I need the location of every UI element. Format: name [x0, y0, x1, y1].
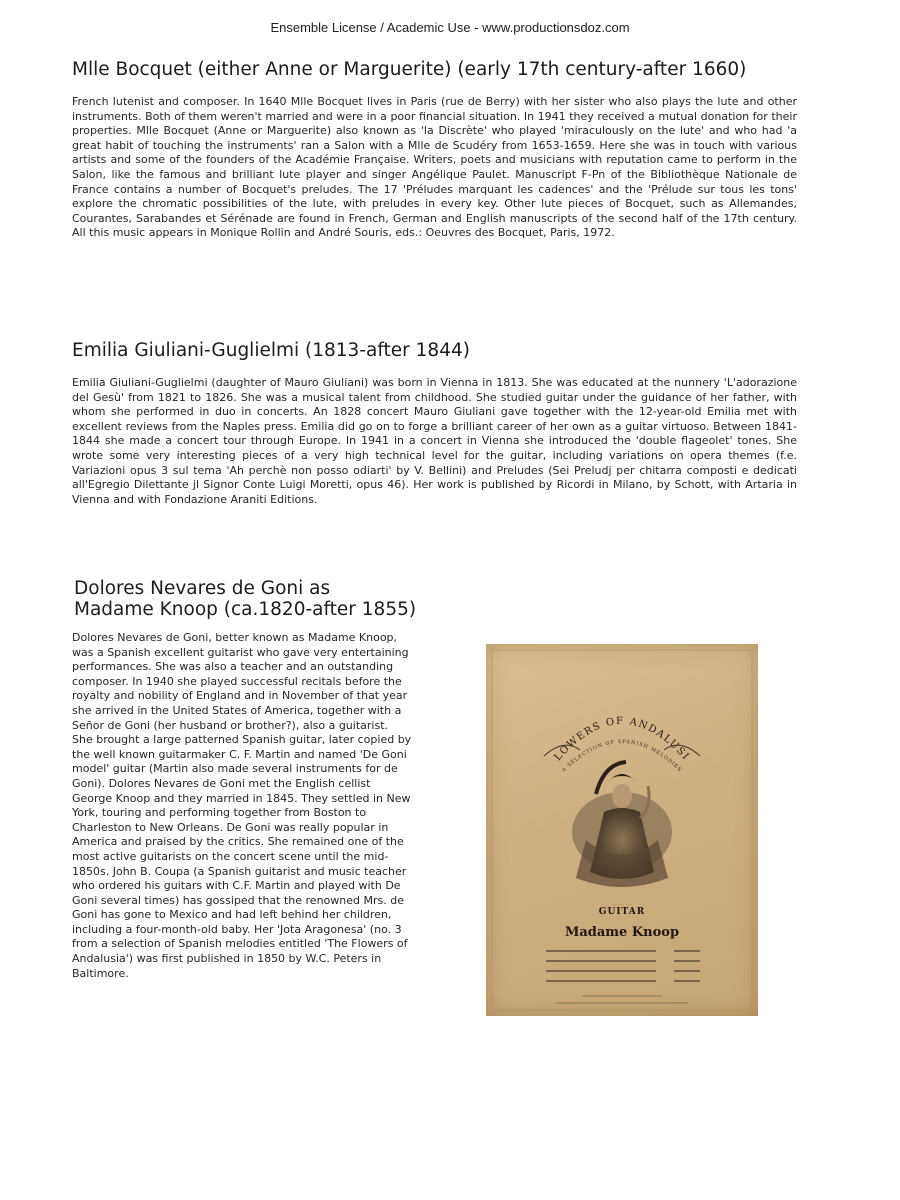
section-title-knoop-line1: Dolores Nevares de Goni as	[74, 578, 331, 599]
section-title-giuliani: Emilia Giuliani-Guglielmi (1813-after 1844)	[72, 340, 470, 361]
section-title-knoop	[74, 578, 434, 620]
cover-contents-list	[546, 951, 700, 981]
page-header: Ensemble License / Academic Use - www.productionsdoz.com	[270, 20, 630, 35]
dancer-figure	[572, 762, 672, 887]
cover-composer-name: Madame Knoop	[564, 925, 680, 940]
sheet-music-cover-image	[486, 644, 758, 1016]
cover-guitar-label: GUITAR	[598, 907, 646, 917]
section-body-knoop: Dolores Nevares de Goni, better known as Madame Knoop, was a Spanish excellent guitarist who gave very entertaining performances. She was also a teacher and an outstanding composer. In 1940 she played successful recitals before the royalty and nobility of England and in November of that year she arrived in the United States of America, together with a Señor de Goni (her husband or brother?), also a guitarist. She brought a large patterned Spanish guitar, later copied by the well known guitarmaker C. F. Martin and named 'De Goni model' guitar (Martin also made several instruments for de Goni). Dolores Nevares de Goni met the English cellist George Knoop and they married in 1845. They settled in New York, touring and performing together from Boston to Charleston to New Orleans. De Goni was really popular in America and praised by the critics. She remained one of the most active guitarists on the concert scene until the mid-1850s. John B. Coupa (a Spanish guitarist and music teacher who ordered his guitars with C.F. Martin and played with De Goni several times) has gossiped that the renowned Mrs. de Goni has gone to Mexico and had left behind her children, including a four-month-old baby. Her 'Jota Aragonesa' (no. 3 from a selection of Spanish melodies entitled 'The Flowers of Andalusia') was first published in 1850 by W.C. Peters in Baltimore.	[72, 631, 412, 980]
cover-arc-title: LOWERS OF ANDALUSI	[552, 715, 692, 764]
section-body-bocquet: French lutenist and composer. In 1640 Mlle Bocquet lives in Paris (rue de Berry) with her sister who also plays the lute and other instruments. Both of them weren't married and were in a poor financial situation. In 1941 they received a mutual donation for their properties. Mlle Bocquet (Anne or Marguerite) also known as 'la Discrète' who played 'miraculously on the lute' and who had 'a great habit of touching the instruments' ran a Salon with a Mlle de Scudéry from 1653-1659. Here she was in touch with various artists and some of the founders of the Académie Française. Writers, poets and musicians with reputation came to perform in the Salon, like the famous and brilliant lute player and singer Angélique Paulet. Manuscript F-Pn of the Bibliothèque Nationale de France contains a number of Bocquet's preludes. The 17 'Préludes marquant les cadences' and the 'Prélude sur tous les tons' explore the chromatic possibilities of the lute, with preludes in every key. Other lute pieces of Bocquet, such as Allemandes, Courantes, Sarabandes et Sérénade are found in French, German and English manuscripts of the second half of the 17th century. All this music appears in Monique Rollin and André Souris, eds.: Oeuvres des Bocquet, Paris, 1972.	[72, 95, 797, 240]
section-body-giuliani: Emilia Giuliani-Guglielmi (daughter of Mauro Giuliani) was born in Vienna in 1813. She was educated at the nunnery 'L'adorazione del Gesù' from 1821 to 1826. She was a musical talent from childhood. She studied guitar under the guidance of her father, with whom she performed in duo in concerts. An 1828 concert Mauro Giuliani gave together with the 12-year-old Emilia met with excellent reviews from the Naples press. Emilia did go on to forge a brilliant career of her own as a guitar virtuoso. Between 1841-1844 she made a concert tour through Europe. In 1941 in a concert in Vienna she introduced the 'double flageolet' tones. She wrote some very interesting pieces of a very high technical level for the guitar, including variations on opera themes (f.e. Variazioni opus 3 sul tema 'Ah perchè non posso odiarti' by V. Bellini) and Preludes (Sei Preludj per chitarra composti e dedicati all'Egregio Dilettante jl Signor Conte Luigi Moretti, opus 46). Her work is published by Ricordi in Milano, by Schott, with Artaria in Vienna and with Fondazione Araniti Editions.	[72, 376, 797, 506]
cover-illustration	[486, 644, 758, 1016]
section-title-knoop-line2: Madame Knoop (ca.1820-after 1855)	[74, 599, 417, 620]
section-title-bocquet: Mlle Bocquet (either Anne or Marguerite) (early 17th century-after 1660)	[72, 59, 747, 80]
cover-arc-subtitle: A SELECTION OF SPANISH MELODIES	[561, 738, 683, 774]
svg-text:· · · · · · · ·: · · · · · · · ·	[612, 902, 632, 907]
